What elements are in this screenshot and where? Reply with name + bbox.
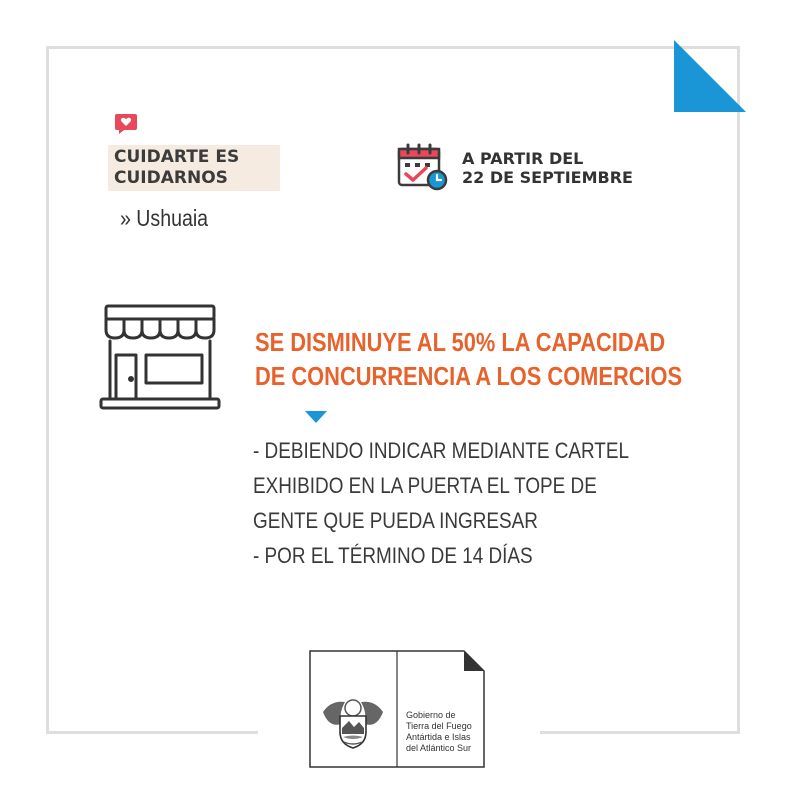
detail-line: GENTE QUE PUEDA INGRESAR (253, 508, 538, 533)
detail-line: - DEBIENDO INDICAR MEDIANTE CARTEL (253, 438, 630, 463)
corner-triangle (674, 40, 746, 112)
main-headline-line1: SE DISMINUYE AL 50% LA CAPACIDAD (255, 327, 666, 357)
calendar-check-icon (396, 143, 448, 191)
start-date (462, 149, 633, 187)
detail-line: EXHIBIDO EN LA PUERTA EL TOPE DE (253, 473, 597, 498)
government-name-line2: Tierra del Fuego (406, 721, 472, 731)
campaign-title-line2: CUIDARNOS (114, 168, 228, 188)
detail-list (253, 433, 629, 573)
main-headline-line2: DE CONCURRENCIA A LOS COMERCIOS (255, 361, 683, 391)
start-date-line2: 22 DE SEPTIEMBRE (462, 168, 633, 187)
storefront-icon (98, 303, 222, 413)
government-name-line3: Antártida e Islas (406, 732, 471, 742)
government-name-line1: Gobierno de (406, 710, 456, 720)
start-date-line1: A PARTIR DEL (462, 149, 584, 168)
location-label: » Ushuaia (120, 205, 209, 231)
campaign-title-line1: CUIDARTE ES (114, 147, 240, 167)
heart-icon (114, 112, 138, 136)
pointer-triangle (305, 411, 327, 423)
main-headline (255, 325, 682, 393)
government-name-line4: del Atlántico Sur (406, 743, 472, 753)
campaign-title (114, 147, 239, 189)
detail-line: - POR EL TÉRMINO DE 14 DÍAS (253, 543, 533, 568)
government-name (406, 710, 472, 754)
